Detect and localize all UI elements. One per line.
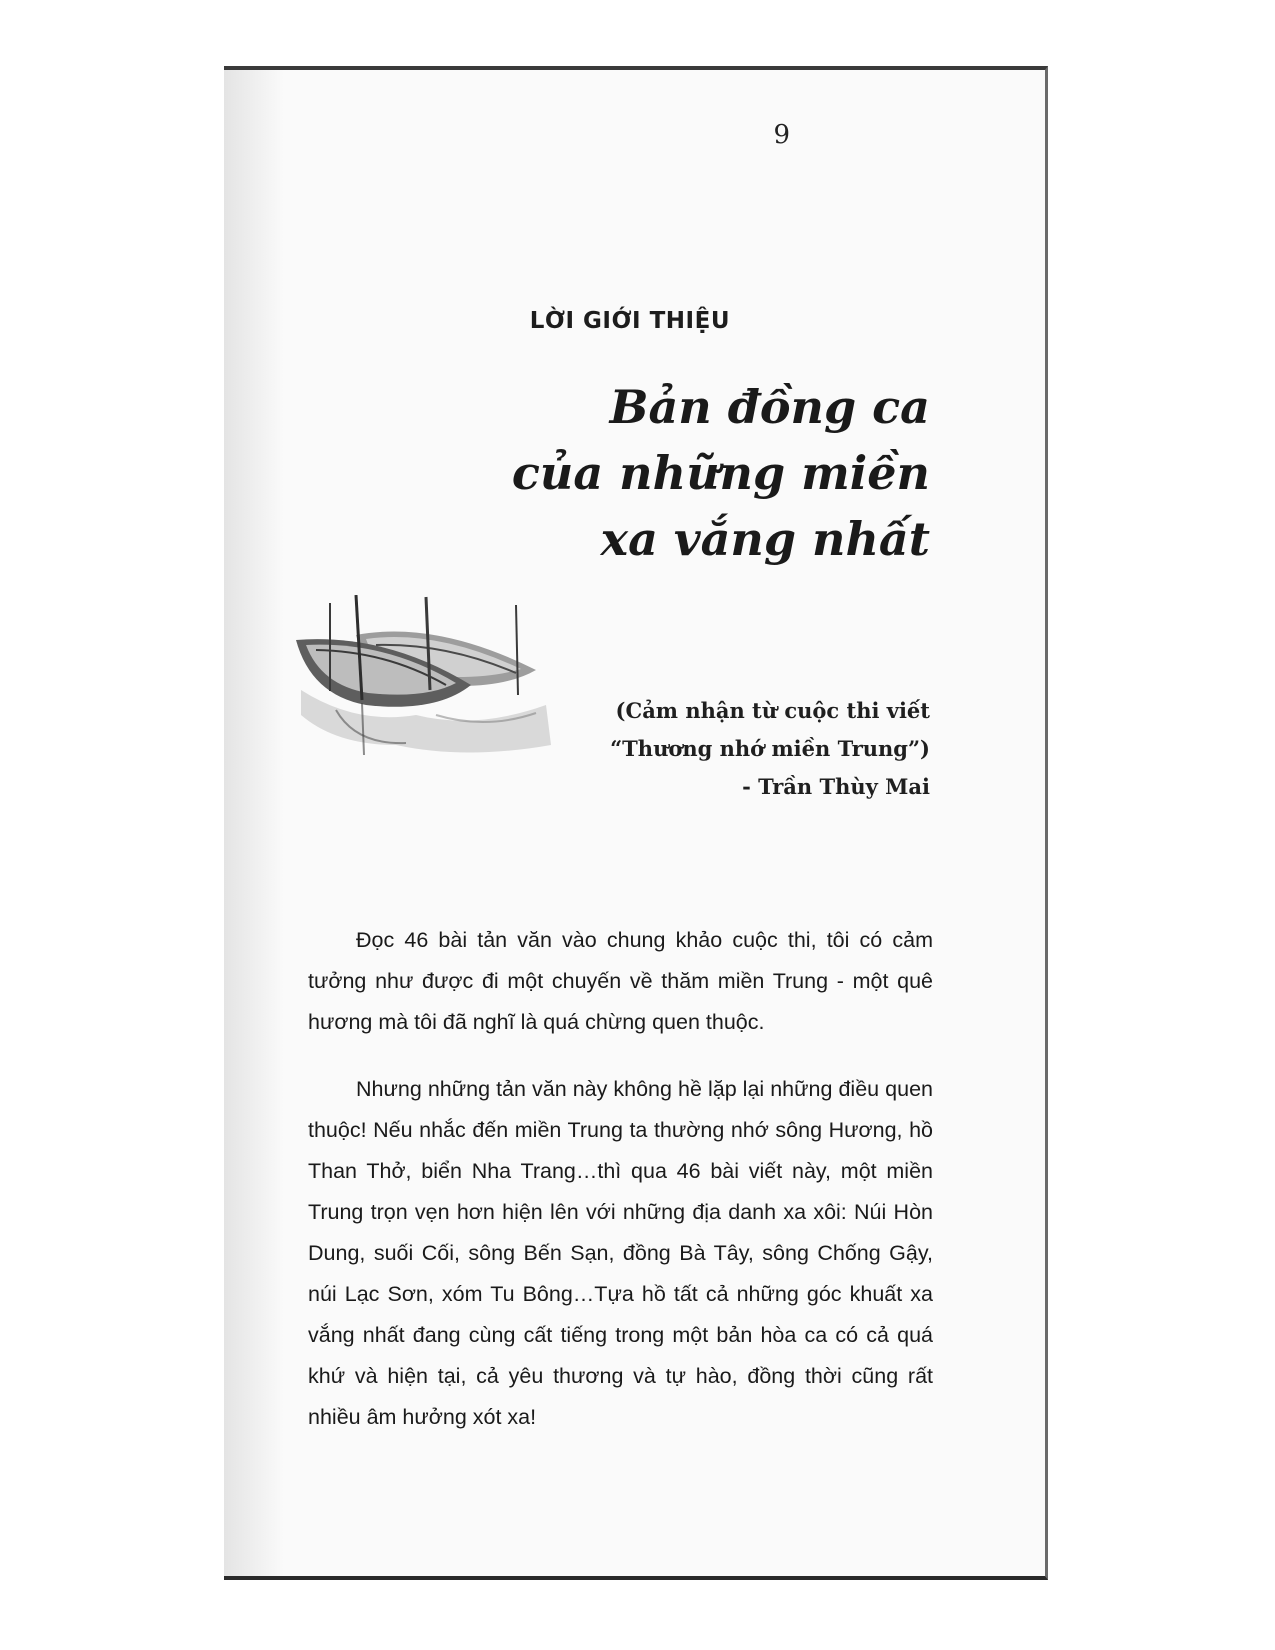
paragraph: Đọc 46 bài tản văn vào chung khảo cuộc thi, tôi có cảm tưởng như được đi một chuyến về thăm miền Trung - một quê hương mà tôi đã nghĩ là quá chừng quen thuộc.: [308, 928, 933, 1034]
subtitle: [380, 692, 930, 806]
subtitle-line: “Thương nhớ miền Trung”): [610, 736, 930, 761]
body-text: [308, 920, 933, 1438]
subtitle-line: (Cảm nhận từ cuộc thi viết: [615, 698, 930, 723]
page-title: [310, 374, 930, 572]
page-number: 9: [773, 120, 790, 150]
page-gutter-shadow: [224, 70, 284, 1576]
title-line: xa vắng nhất: [600, 512, 930, 566]
title-line: của những miền: [511, 446, 930, 500]
author-line: - Trần Thùy Mai: [742, 774, 930, 799]
title-line: Bản đồng ca: [609, 380, 930, 434]
paragraph: Nhưng những tản văn này không hề lặp lại những điều quen thuộc! Nếu nhắc đến miền Trung ta thường nhớ sông Hương, hồ Than Thở, biển Nha Trang…thì qua 46 bài viết này, một miền Trung trọn vẹn hơn hiện lên với những địa danh xa xôi: Núi Hòn Dung, suối Cối, sông Bến Sạn, đồng Bà Tây, sông Chống Gậy, núi Lạc Sơn, xóm Tu Bông…Tựa hồ tất cả những góc khuất xa vắng nhất đang cùng cất tiếng trong một bản hòa ca có cả quá khứ và hiện tại, cả yêu thương và tự hào, đồng thời cũng rất nhiều âm hưởng xót xa!: [308, 1077, 933, 1429]
section-label: LỜI GIỚI THIỆU: [529, 308, 730, 334]
